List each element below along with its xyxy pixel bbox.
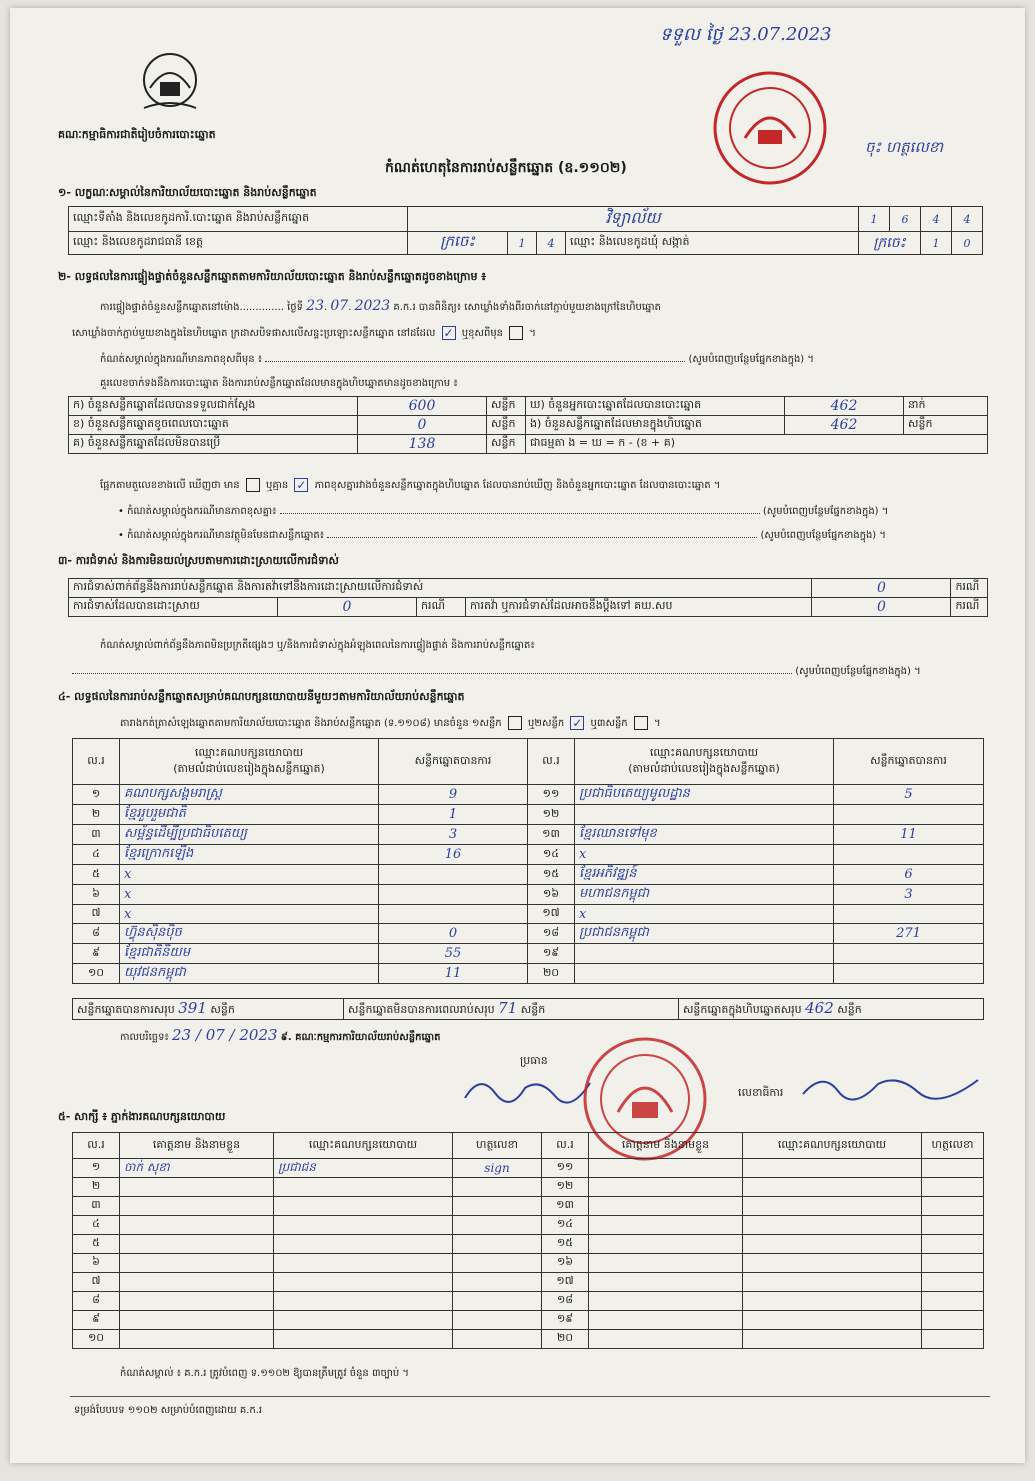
- witness-signature: [922, 1159, 984, 1178]
- objection-unit: ករណី: [951, 579, 988, 598]
- row-no: ១៥: [542, 1235, 589, 1254]
- w-col-sign-left: ហត្ថលេខា: [453, 1133, 542, 1159]
- section1-table: [68, 206, 983, 255]
- table-row: [73, 1330, 984, 1349]
- party-name: [575, 964, 834, 984]
- col-no-left: ល.រ: [73, 739, 120, 785]
- handwritten-note: ចុះ ហត្ថលេខា: [865, 138, 944, 156]
- row-no: ១៩: [542, 1311, 589, 1330]
- changed-checkbox[interactable]: [509, 326, 523, 340]
- w-col-party-right: ឈ្មោះគណបក្សនយោបាយ: [743, 1133, 922, 1159]
- resolved-label: ការជំទាស់ដែលបានដោះស្រាយ: [69, 598, 278, 617]
- appeal-value: 0: [812, 598, 951, 617]
- commune-code-2: 0: [952, 232, 983, 255]
- witness-name: [589, 1216, 743, 1235]
- row-no: ២០: [528, 964, 575, 984]
- row-no: ១៥: [528, 865, 575, 885]
- row-no: ១៨: [542, 1292, 589, 1311]
- witness-signature: [922, 1235, 984, 1254]
- count-e-label: ង) ចំនួនសន្លឹកឆ្នោតដែលមានក្នុងហិបឆ្នោត: [526, 416, 785, 435]
- witness-party: [743, 1178, 922, 1197]
- secretary-label: លេខាធិការ: [738, 1086, 784, 1099]
- table-row: [73, 1292, 984, 1311]
- location-code-3: 4: [921, 207, 952, 232]
- date-value: 23 / 07 / 2023: [172, 1026, 278, 1044]
- witness-signature: [453, 1254, 542, 1273]
- location-code-1: 1: [859, 207, 890, 232]
- irregularity-note: កំណត់សម្គាល់ពាក់ព័ន្ធនឹងភាពមិនប្រក្រតីផ្សេងៗ ឬ/និងការជំទាស់ក្នុងអំឡុងពេលនៃការផ្ទៀងផ្ទាត់ និងការរាប់សន្លឹកឆ្នោត៖: [100, 640, 535, 651]
- party-votes: [834, 905, 984, 924]
- col-no-right: ល.រ: [528, 739, 575, 785]
- received-note: ទទួល ថ្ងៃ 23.07.2023: [660, 24, 832, 45]
- witness-party: [274, 1292, 453, 1311]
- witness-signature: [922, 1197, 984, 1216]
- witness-name: [589, 1197, 743, 1216]
- row-no: ១០: [73, 964, 120, 984]
- commune-value: ក្រចេះ: [859, 232, 921, 255]
- witness-signature: [453, 1216, 542, 1235]
- count-c-value: 138: [358, 435, 487, 454]
- three-sheet-checkbox[interactable]: [634, 716, 648, 730]
- row-no: ៥: [73, 865, 120, 885]
- table-row: [73, 1178, 984, 1197]
- witness-signature: [922, 1292, 984, 1311]
- total-valid-value: 391: [178, 999, 207, 1017]
- party-votes: 271: [834, 924, 984, 944]
- chair-label: ប្រធាន: [520, 1054, 548, 1067]
- witness-party: [743, 1330, 922, 1349]
- witness-name: [120, 1216, 274, 1235]
- w-col-party-left: ឈ្មោះគណបក្សនយោបាយ: [274, 1133, 453, 1159]
- witness-party: [743, 1197, 922, 1216]
- witness-name: [589, 1330, 743, 1349]
- section2-title: ២- លទ្ធផលនៃការផ្ទៀងផ្ទាត់ចំនួនសន្លឹកឆ្នោតតាមការិយាល័យបោះឆ្នោត និងរាប់សន្លឹកឆ្នោតដូចខាងក្រោម ៖: [58, 270, 487, 283]
- count-a-unit: សន្លឹក: [487, 397, 526, 416]
- row-no: ១៣: [542, 1197, 589, 1216]
- count-b-value: 0: [358, 416, 487, 435]
- table-row: [73, 1254, 984, 1273]
- witness-party: [274, 1197, 453, 1216]
- witness-name: [120, 1235, 274, 1254]
- party-name: គណបក្សសង្គមរាស្រ្ត: [120, 785, 379, 805]
- location-label: ឈ្មោះទីតាំង និងលេខកូដការិ.បោះឆ្នោត និងរាប់សន្លឹកឆ្នោត: [69, 207, 408, 232]
- witness-party: [274, 1330, 453, 1349]
- total-invalid-cell: សន្លឹកឆ្នោតមិនបានការពេលរាប់សរុប 71 សន្លឹក: [344, 999, 679, 1020]
- province-code-2: 4: [537, 232, 566, 255]
- count-d-unit: នាក់: [904, 397, 988, 416]
- witness-party: [274, 1273, 453, 1292]
- party-name: ប្រជាធិបតេយ្យមូលដ្ឋាន: [575, 785, 834, 805]
- w-col-no-right: ល.រ: [542, 1133, 589, 1159]
- party-name: x: [120, 905, 379, 924]
- row-no: ៣: [73, 825, 120, 845]
- witness-party: [743, 1159, 922, 1178]
- location-code-2: 6: [890, 207, 921, 232]
- party-name: ខ្មែររួបរួមជាតិ: [120, 805, 379, 825]
- total-valid-cell: សន្លឹកឆ្នោតបានការសរុប 391 សន្លឹក: [73, 999, 344, 1020]
- row-no: ៨: [73, 1292, 120, 1311]
- count-c-unit: សន្លឹក: [487, 435, 526, 454]
- party-name: ប្រជាជនកម្ពុជា: [575, 924, 834, 944]
- party-votes: [379, 885, 528, 905]
- province-code-1: 1: [508, 232, 537, 255]
- section3-title: ៣- ការជំទាស់ និងការមិនយល់ស្របតាមការដោះស្រាយលើការជំទាស់: [58, 554, 339, 567]
- table-row: [73, 805, 984, 825]
- party-name: ខ្មែរជាតិនិយម: [120, 944, 379, 964]
- party-votes: 0: [379, 924, 528, 944]
- witness-name: [120, 1273, 274, 1292]
- row-no: ៣: [73, 1197, 120, 1216]
- witness-name: [589, 1292, 743, 1311]
- party-name: x: [120, 885, 379, 905]
- verification-line1: ការផ្ទៀងផ្ទាត់ចំនួនសន្លឹកឆ្នោតនៅម៉ោង.............. ថ្ងៃទី 23. 07. 2023 គ.ក.រ បានពិនិត្យ៖ សោឃ្លាំងទាំងពីរចាក់នៅភ្ជាប់មួយខាងក្រៅនៃហិបឆ្នោត: [100, 298, 661, 314]
- witness-party: [743, 1254, 922, 1273]
- party-name: ខ្មែរអភិវឌ្ឍន៍: [575, 865, 834, 885]
- witness-party: [743, 1292, 922, 1311]
- witness-signature: [922, 1311, 984, 1330]
- date-line: កាលបរិច្ឆេទ៖ 23 / 07 / 2023 ៩. គណៈកម្មការការិយាល័យរាប់សន្លឹកឆ្នោត: [120, 1026, 441, 1044]
- witness-signature: [453, 1273, 542, 1292]
- row-no: ៥: [73, 1235, 120, 1254]
- bullet-difference: • កំណត់សម្គាល់ក្នុងករណីមានភាពខុសគ្នា៖ (សូមបំពេញបន្ថែមផ្នែកខាងក្នុង) ។: [118, 506, 889, 517]
- chair-signature-icon: [460, 1068, 600, 1108]
- count-d-value: 462: [785, 397, 904, 416]
- party-votes: [834, 845, 984, 865]
- row-no: ១: [73, 1159, 120, 1178]
- table-row: [73, 1235, 984, 1254]
- witness-party: [743, 1311, 922, 1330]
- party-votes: 11: [834, 825, 984, 845]
- witness-name: [120, 1311, 274, 1330]
- totals-table: [72, 998, 984, 1020]
- party-votes: [834, 805, 984, 825]
- row-no: ១៧: [528, 905, 575, 924]
- col-votes-left: សន្លឹកឆ្នោតបានការ: [379, 739, 528, 785]
- counts-intro: គួរលេខចាក់ទងនឹងការបោះឆ្នោត និងការរាប់សន្លឹកឆ្នោតដែលមានក្នុងហិបឆ្នោតមានដូចខាងក្រោម ៖: [100, 378, 458, 389]
- party-votes: 11: [379, 964, 528, 984]
- w-col-name-left: គោត្តនាម និងនាមខ្លួន: [120, 1133, 274, 1159]
- count-formula: ជាធម្មតា ង = ឃ = ក - (ខ + គ): [526, 435, 988, 454]
- party-name: ខ្មែរក្រោកឡើង: [120, 845, 379, 865]
- w-col-no-left: ល.រ: [73, 1133, 120, 1159]
- party-name: x: [575, 845, 834, 865]
- party-name: ហ៊្វុនស៊ិនប៉ិច: [120, 924, 379, 944]
- witness-party: [274, 1216, 453, 1235]
- witness-name: [120, 1197, 274, 1216]
- party-votes: [379, 865, 528, 885]
- party-votes: 6: [834, 865, 984, 885]
- witness-party: [274, 1178, 453, 1197]
- form-title: កំណត់ហេតុនៃការរាប់សន្លឹកឆ្នោត (ឧ.១១០២): [385, 160, 627, 176]
- objections-table: [68, 578, 988, 617]
- row-no: ៩: [73, 944, 120, 964]
- row-no: ៤: [73, 1216, 120, 1235]
- witness-signature: [453, 1330, 542, 1349]
- table-row: [73, 845, 984, 865]
- table-row: [73, 865, 984, 885]
- row-no: ៦: [73, 885, 120, 905]
- row-no: ១: [73, 785, 120, 805]
- witness-name: [120, 1254, 274, 1273]
- count-d-label: ឃ) ចំនួនអ្នកបោះឆ្នោតដែលបានបោះឆ្នោត: [526, 397, 785, 416]
- party-results-table: [72, 738, 984, 984]
- row-no: ៧: [73, 1273, 120, 1292]
- party-name: មហាជនកម្ពុជា: [575, 885, 834, 905]
- objection-label: ការជំទាស់ពាក់ព័ន្ធនឹងការរាប់សន្លឹកឆ្នោត និងការតវ៉ាទៅនឹងការដោះស្រាយលើការជំទាស់: [69, 579, 812, 598]
- table-row: [73, 924, 984, 944]
- table-row: [73, 1197, 984, 1216]
- count-b-label: ខ) ចំនួនសន្លឹកឆ្នោតខូចពេលបោះឆ្នោត: [69, 416, 358, 435]
- party-votes: [834, 944, 984, 964]
- witness-signature: [453, 1292, 542, 1311]
- election-form-page: [10, 8, 1025, 1463]
- row-no: ១២: [542, 1178, 589, 1197]
- witness-table: [72, 1132, 984, 1349]
- row-no: ១៣: [528, 825, 575, 845]
- witness-signature: sign: [453, 1159, 542, 1178]
- row-no: ១២: [528, 805, 575, 825]
- row-no: ១០: [73, 1330, 120, 1349]
- witness-name: [589, 1235, 743, 1254]
- row-no: ៨: [73, 924, 120, 944]
- row-no: ២: [73, 1178, 120, 1197]
- secretary-signature-icon: [798, 1066, 988, 1106]
- row-no: ១៦: [528, 885, 575, 905]
- witness-name: [120, 1178, 274, 1197]
- appeal-label: ការតវ៉ា ឬការជំទាស់ដែលអាចនឹងប្តឹងទៅ គឃ.សប: [466, 598, 812, 617]
- row-no: ៦: [73, 1254, 120, 1273]
- total-box-cell: សន្លឹកឆ្នោតក្នុងហិបឆ្នោតសរុប 462 សន្លឹក: [678, 999, 983, 1020]
- party-votes: 5: [834, 785, 984, 805]
- objection-value: 0: [812, 579, 951, 598]
- table-row: [73, 885, 984, 905]
- witness-signature: [922, 1178, 984, 1197]
- row-no: ១៤: [542, 1216, 589, 1235]
- witness-party: [274, 1235, 453, 1254]
- party-votes: [379, 905, 528, 924]
- count-a-label: ក) ចំនួនសន្លឹកឆ្នោតដែលបានទទួលជាក់ស្តែង: [69, 397, 358, 416]
- one-sheet-checkbox[interactable]: [508, 716, 522, 730]
- witness-signature: [922, 1330, 984, 1349]
- compare-line: ផ្អែកតាមតួលេខខាងលើ ឃើញថា មាន ឬគ្មាន ✓ ភាពខុសគ្នារវាងចំនួនសន្លឹកឆ្នោតក្នុងហិបឆ្នោត ដែលបានរាប់ឃើញ និងចំនួនអ្នកបោះឆ្នោត ដែលបានបោះឆ្នោត ។: [100, 478, 721, 492]
- witness-name: [589, 1254, 743, 1273]
- witness-name: [120, 1330, 274, 1349]
- irregularity-fill: (សូមបំពេញបន្ថែមផ្នែកខាងក្នុង) ។: [72, 664, 987, 679]
- party-votes: [834, 964, 984, 984]
- bullet-foreign-objects: • កំណត់សម្គាល់ក្នុងករណីមានវត្ថុមិនមែនជាសន្លឹកឆ្នោត៖ (សូមបំពេញបន្ថែមផ្នែកខាងក្នុង) ។: [118, 530, 886, 541]
- party-votes: 16: [379, 845, 528, 865]
- party-votes: 9: [379, 785, 528, 805]
- witness-name: ចាក់ សុខា: [120, 1159, 274, 1178]
- resolved-unit: ករណី: [417, 598, 466, 617]
- province-value: ក្រចេះ: [408, 232, 508, 255]
- col-party-left: ឈ្មោះគណបក្សនយោបាយ (តាមលំដាប់លេខរៀងក្នុងសន្លឹកឆ្នោត): [120, 739, 379, 785]
- witness-signature: [922, 1254, 984, 1273]
- province-label: ឈ្មោះ និងលេខកូដរាជធានី ខេត្ត: [69, 232, 408, 255]
- counts-table: [68, 396, 988, 454]
- unchanged-checkbox[interactable]: ✓: [443, 326, 454, 340]
- row-no: ១៨: [528, 924, 575, 944]
- row-no: ៤: [73, 845, 120, 865]
- party-votes: 3: [379, 825, 528, 845]
- witness-party: [274, 1311, 453, 1330]
- no-difference-checkbox[interactable]: ✓: [296, 478, 307, 492]
- section4-title: ៤- លទ្ធផលនៃការរាប់សន្លឹកឆ្នោតសម្រាប់គណបក្សនយោបាយនីមួយៗតាមការិយាល័យរាប់សន្លឹកឆ្នោត: [58, 690, 465, 703]
- col-votes-right: សន្លឹកឆ្នោតបានការ: [834, 739, 984, 785]
- party-name: សម្ព័ន្ធដើម្បីប្រជាធិបតេយ្យ: [120, 825, 379, 845]
- table-row: [73, 905, 984, 924]
- row-no: ២០: [542, 1330, 589, 1349]
- nec-emblem-icon: [130, 48, 210, 118]
- row-no: ៧: [73, 905, 120, 924]
- witness-signature: [453, 1235, 542, 1254]
- witness-name: [589, 1159, 743, 1178]
- party-name: x: [120, 865, 379, 885]
- count-c-label: គ) ចំនួនសន្លឹកឆ្នោតដែលមិនបានប្រើ: [69, 435, 358, 454]
- appeal-unit: ករណី: [951, 598, 988, 617]
- w-col-sign-right: ហត្ថលេខា: [922, 1133, 984, 1159]
- witness-name: [120, 1292, 274, 1311]
- witness-signature: [922, 1273, 984, 1292]
- table-row: [73, 1311, 984, 1330]
- section1-title: ១- លក្ខណៈសម្គាល់នៃការិយាល័យបោះឆ្នោត និងរាប់សន្លឹកឆ្នោត: [58, 186, 317, 199]
- count-e-value: 462: [785, 416, 904, 435]
- count-a-value: 600: [358, 397, 487, 416]
- official-stamp-icon: [710, 68, 830, 188]
- witness-name: [589, 1273, 743, 1292]
- commune-code-1: 1: [921, 232, 952, 255]
- party-name: x: [575, 905, 834, 924]
- table-row: [73, 964, 984, 984]
- two-sheet-checkbox[interactable]: ✓: [572, 716, 583, 730]
- row-no: ១៧: [542, 1273, 589, 1292]
- row-no: ១៦: [542, 1254, 589, 1273]
- location-value: វិទ្យាល័យ: [408, 207, 859, 232]
- party-name: [575, 944, 834, 964]
- total-box-value: 462: [805, 999, 834, 1017]
- col-party-right: ឈ្មោះគណបក្សនយោបាយ (តាមលំដាប់លេខរៀងក្នុងសន្លឹកឆ្នោត): [575, 739, 834, 785]
- table-row: [73, 785, 984, 805]
- party-name: យុវជនកម្ពុជា: [120, 964, 379, 984]
- tally-sheet-line: តារាងកត់ត្រាសំឡេងឆ្នោតតាមការិយាល័យបោះឆ្នោត និងរាប់សន្លឹកឆ្នោត (ទ.១១០៨) មានចំនួន ១សន្លឹក ឬ២សន្លឹក ✓ ឬ៣សន្លឹក ។: [120, 716, 661, 730]
- party-name: [575, 805, 834, 825]
- witness-party: ប្រជាជន: [274, 1159, 453, 1178]
- footer-text: ទម្រង់បែបបទ ១១០២ សម្រាប់បំពេញដោយ គ.ក.រ: [74, 1405, 263, 1416]
- witness-signature: [453, 1311, 542, 1330]
- witness-party: [743, 1235, 922, 1254]
- witness-party: [274, 1254, 453, 1273]
- row-no: ១៩: [528, 944, 575, 964]
- party-votes: 55: [379, 944, 528, 964]
- row-no: ១១: [528, 785, 575, 805]
- w-col-name-right: គោត្តនាម និងនាមខ្លួន: [589, 1133, 743, 1159]
- table-row: [73, 1159, 984, 1178]
- party-name: ខ្មែរឈានទៅមុខ: [575, 825, 834, 845]
- row-no: ១១: [542, 1159, 589, 1178]
- row-no: ៩: [73, 1311, 120, 1330]
- witness-signature: [453, 1178, 542, 1197]
- witness-party: [743, 1273, 922, 1292]
- section5-title: ៥- សាក្សី ៖ ភ្នាក់ងារគណបក្សនយោបាយ: [58, 1110, 226, 1123]
- witness-party: [743, 1216, 922, 1235]
- table-row: [73, 1216, 984, 1235]
- resolved-value: 0: [278, 598, 417, 617]
- location-code-4: 4: [952, 207, 983, 232]
- verification-line2: សោឃ្លាំងចាក់ភ្ជាប់មួយខាងក្នុងនៃហិបឆ្នោត ក្រដាសបិទផាសលើសន្ទះប្រឡោះសន្លឹកឆ្នោត នៅដដែល ✓ ឬខុសពីមុន ។: [72, 326, 536, 340]
- count-e-unit: សន្លឹក: [904, 416, 988, 435]
- count-b-unit: សន្លឹក: [487, 416, 526, 435]
- party-votes: 3: [834, 885, 984, 905]
- witness-signature: [453, 1197, 542, 1216]
- party-votes: 1: [379, 805, 528, 825]
- table-row: [73, 944, 984, 964]
- row-no: ១៤: [528, 845, 575, 865]
- footer-divider: [70, 1396, 990, 1397]
- difference-note-line: កំណត់សម្គាល់ក្នុងករណីមានភាពខុសពីមុន ៖ (សូមបំពេញបន្ថែមផ្នែកខាងក្នុង) ។: [100, 354, 814, 365]
- table-row: [73, 1273, 984, 1292]
- row-no: ២: [73, 805, 120, 825]
- witness-name: [589, 1311, 743, 1330]
- section5-note: កំណត់សម្គាល់ ៖ គ.ក.រ ត្រូវបំពេញ ទ.១១០២ ឱ្យបានត្រឹមត្រូវ ចំនួន ៣ច្បាប់ ។: [120, 1368, 409, 1379]
- witness-name: [589, 1178, 743, 1197]
- table-row: [73, 825, 984, 845]
- commune-label: ឈ្មោះ និងលេខកូដឃុំ សង្កាត់: [566, 232, 859, 255]
- total-invalid-value: 71: [498, 999, 518, 1017]
- committee-name: គណៈកម្មាធិការជាតិរៀបចំការបោះឆ្នោត: [58, 128, 216, 141]
- witness-signature: [922, 1216, 984, 1235]
- has-difference-checkbox[interactable]: [246, 478, 260, 492]
